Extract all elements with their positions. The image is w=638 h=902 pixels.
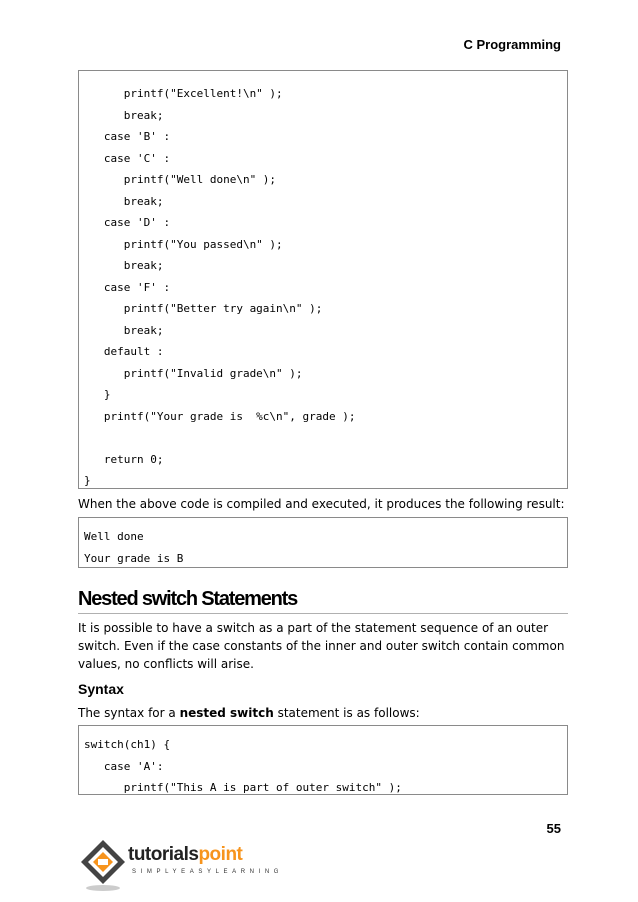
code-block-switch-example	[78, 70, 568, 489]
code-line: printf("This A is part of outer switch" );	[84, 781, 402, 794]
code-line: printf("Excellent!\n" );	[84, 87, 283, 100]
page-number: 55	[546, 821, 561, 836]
code-line: case 'F' :	[84, 280, 171, 294]
code-line: case 'D' :	[84, 216, 171, 229]
code-line: printf("Your grade is %c\n", grade );	[84, 409, 356, 423]
syntax-paragraph	[78, 704, 568, 722]
code-line: }	[84, 474, 91, 487]
logo-tagline: SIMPLYEASYLEARNING	[132, 869, 284, 875]
code-line: break;	[84, 194, 164, 208]
code-line: Well done	[84, 530, 144, 543]
syntax-text-after: statement is as follows:	[273, 706, 420, 720]
code-line: case 'B' :	[84, 130, 171, 143]
code-line: case 'A':	[84, 759, 164, 773]
nested-switch-intro-paragraph: It is possible to have a switch as a part of the statement sequence of an outer switch. Even if the case constants of the inner and outer switch contain common values, no conflicts will arise.	[78, 621, 565, 671]
logo-mark-icon	[78, 838, 128, 894]
logo-word-part1: tutorials	[128, 844, 199, 865]
code-line: break;	[84, 259, 164, 272]
result-intro-paragraph: When the above code is compiled and executed, it produces the following result:	[78, 497, 565, 511]
code-line: }	[84, 388, 111, 401]
code-line: break;	[84, 323, 164, 337]
code-line: break;	[84, 108, 164, 122]
tutorialspoint-logo	[78, 838, 284, 894]
code-line: case 'C' :	[84, 151, 171, 165]
code-line	[79, 427, 567, 449]
section-heading: Nested switch Statements	[78, 588, 568, 614]
code-line: printf("Invalid grade\n" );	[84, 366, 303, 380]
code-line: switch(ch1) {	[84, 738, 171, 751]
code-block-nested-syntax	[78, 725, 568, 795]
logo-word-part2: point	[198, 844, 243, 865]
running-header-title: C Programming	[463, 37, 561, 52]
code-line: default :	[84, 345, 164, 358]
code-line: return 0;	[84, 452, 164, 466]
syntax-subheading: Syntax	[78, 681, 124, 697]
code-block-output	[78, 517, 568, 568]
code-line: printf("Better try again\n" );	[84, 302, 323, 315]
syntax-text-before: The syntax for a	[78, 706, 180, 720]
code-line: Your grade is B	[84, 551, 184, 565]
logo-wordmark	[128, 844, 242, 866]
code-line: printf("Well done\n" );	[84, 173, 277, 186]
syntax-text-bold: nested switch	[179, 706, 274, 720]
code-line: printf("You passed\n" );	[84, 237, 283, 251]
